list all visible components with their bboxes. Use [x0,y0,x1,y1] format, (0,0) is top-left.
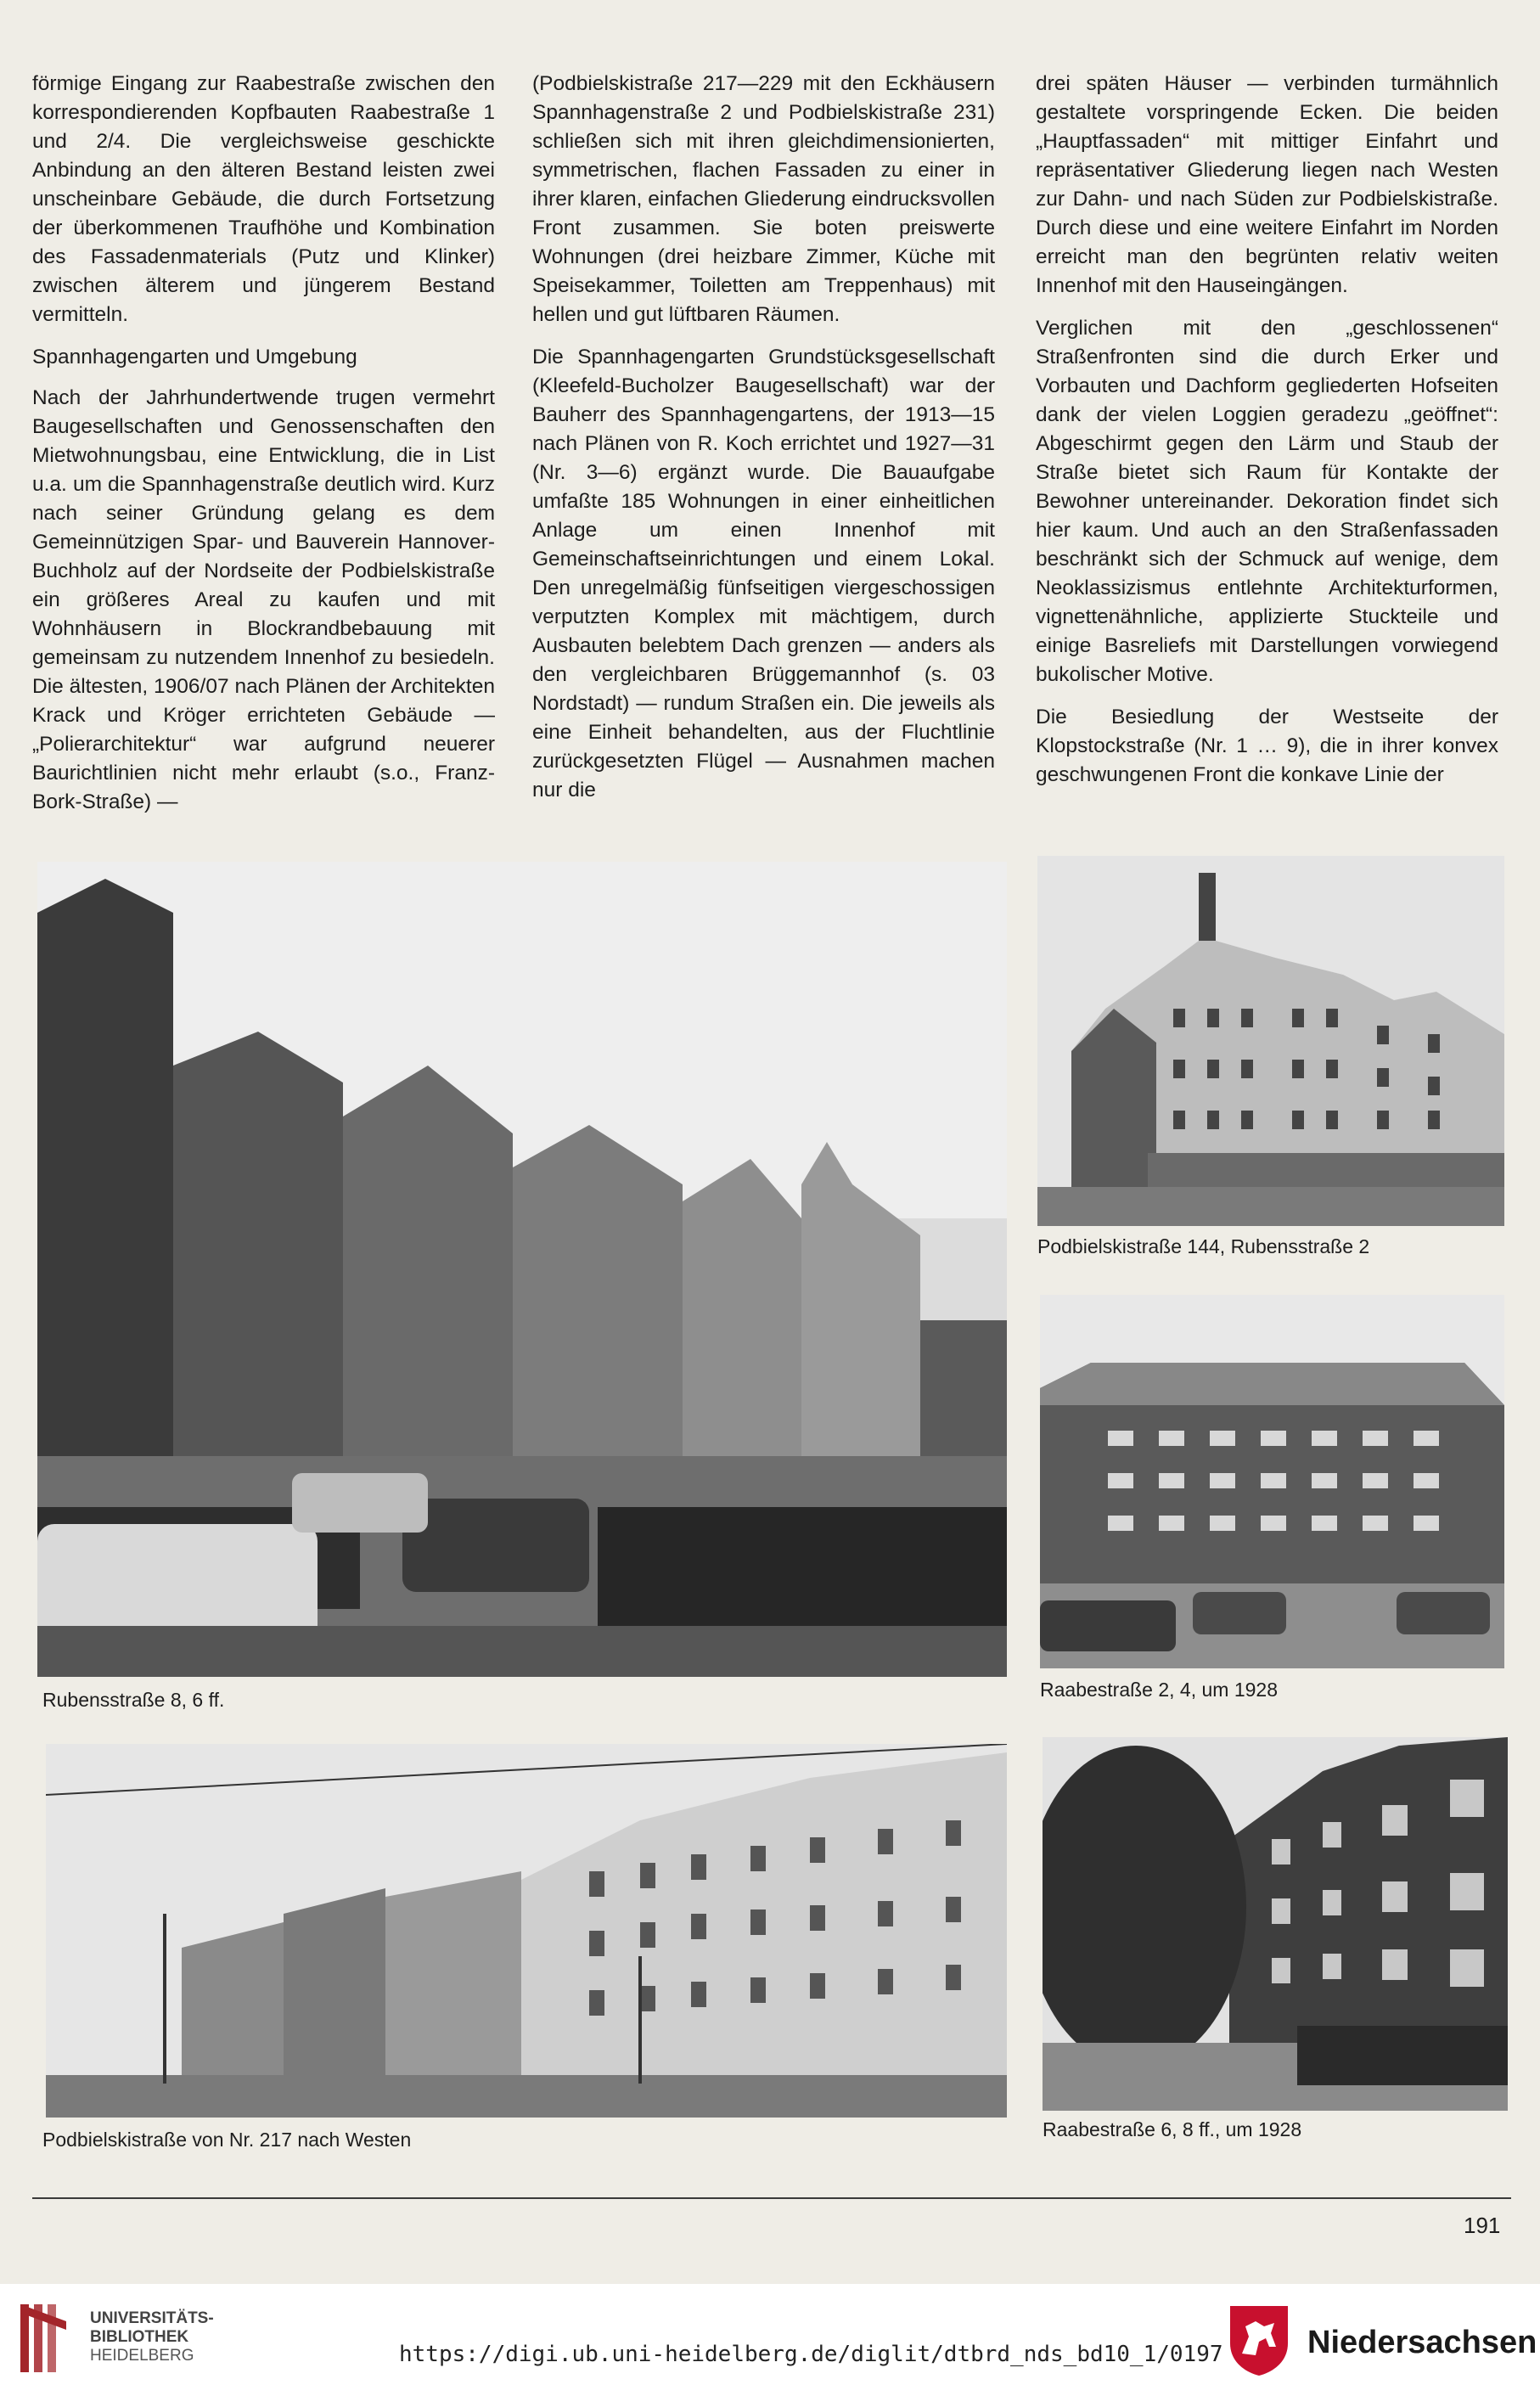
photo-raabestrasse-6-8 [1043,1737,1508,2111]
section-heading: Spannhagengarten und Umgebung [32,346,357,368]
photo-rubensstrasse [37,862,1007,1677]
paragraph: drei späten Häuser — verbinden turmähnlich gestaltete vorspringende Ecken. Die beiden „Hauptfassaden“ mit mittiger Einfahrt und repräsentativer Gliederung liegen nach Westen zur Dahn- und nach Süden zur Podbielskistraße. Durch diese und eine weitere Einfahrt im Norden erreicht man den begrünten relativ weiten Innenhof mit den Hauseingängen. [1036,72,1498,297]
page-number: 191 [1464,2213,1501,2238]
permalink-url[interactable]: https://digi.ub.uni-heidelberg.de/diglit/dtbrd_nds_bd10_1/0197 [399,2342,1223,2367]
photo-podbielskistrasse-144 [1037,856,1504,1226]
paragraph: Nach der Jahrhundertwende trugen vermehrt Baugesellschaften und Genossenschaften den Mietwohnungsbau, eine Entwicklung, die in List u.a. um die Spannhagenstraße deutlich wird. Kurz nach seiner Gründung gelang es dem Gemeinnützigen Spar- und Bauverein Hannover-Buchholz auf der Nordseite der Podbielskistraße ein größeres Areal zu kaufen und mit Wohnhäusern in Blockrandbebauung mit gemeinsam zu nutzendem Innenhof zu besiedeln. Die ältesten, 1906/07 nach Plänen der Architekten Krack und Kröger errichteten Gebäude — „Polierarchitektur“ war aufgrund neuerer Baurichtlinien nicht mehr erlaubt (s.o., Franz-Bork-Straße) — [32,386,495,813]
photo-caption: Rubensstraße 8, 6 ff. [42,1689,225,1711]
photo-caption: Podbielskistraße von Nr. 217 nach Westen [42,2129,412,2151]
footer-rule [32,2197,1511,2199]
paragraph: Die Spannhagengarten Grundstücksgesellschaft (Kleefeld-Bucholzer Baugesellschaft) war der Bauherr des Spannhagengartens, der 1913—15 nach Plänen von R. Koch errichtet und 1927—31 (Nr. 3—6) ergänzt wurde. Die Bauaufgabe umfaßte 185 Wohnungen in einer einheitlichen Anlage um einen Innenhof mit Gemeinschaftseinrichtungen und einem Lokal. Den unregelmäßig fünfseitigen viergeschossigen verputzten Komplex mit mächtigem, durch Ausbauten belebtem Dach grenzen — anders als den vergleichbaren Brüggemannhof (s. 03 Nordstadt) — rundum Straßen ein. Die jeweils als eine Einheit behandelten, aus der Fluchtlinie zurückgesetzten Flügel — Ausnahmen machen nur die [532,346,995,801]
niedersachsen-horse-logo-icon[interactable] [1227,2303,1291,2377]
photo-raabestrasse-2-4 [1040,1295,1504,1668]
text-column-1 [32,70,495,817]
paragraph: Die Besiedlung der Westseite der Klopstockstraße (Nr. 1 … 9), die in ihrer konvex geschwungenen Front die konkave Linie der [1036,706,1498,786]
niedersachsen-wordmark[interactable]: Niedersachsen [1307,2325,1537,2360]
university-library-name[interactable]: UNIVERSITÄTS- BIBLIOTHEK HEIDELBERG [90,2309,214,2365]
text-column-2 [532,70,995,805]
photo-podbielskistrasse-217 [46,1744,1007,2118]
text-column-3 [1036,70,1498,790]
photo-caption: Podbielskistraße 144, Rubensstraße 2 [1037,1235,1370,1257]
photo-caption: Raabestraße 6, 8 ff., um 1928 [1043,2118,1302,2140]
paragraph: (Podbielskistraße 217—229 mit den Eckhäusern Spannhagenstraße 2 und Podbielskistraße 231) schließen sich mit ihren gleichdimensionierten, symmetrischen, flachen Fassaden zu einer in ihrer klaren, einfachen Gliederung eindrucksvollen Front zusammen. Sie boten preiswerte Wohnungen (drei heizbare Zimmer, Küche mit Speisekammer, Toiletten am Treppenhaus) mit hellen und gut lüftbaren Räumen. [532,72,995,326]
photo-caption: Raabestraße 2, 4, um 1928 [1040,1679,1278,1701]
paragraph: Verglichen mit den „geschlossenen“ Straßenfronten sind die durch Erker und Vorbauten und Dachform gegliederten Hofseiten dank der vielen Loggien geradezu „geöffnet“: Abgeschirmt gegen den Lärm und Staub der Straße bietet sich Raum für Kontakte der Bewohner untereinander. Dekoration findet sich hier kaum. Und auch an den Straßenfassaden beschränkt sich der Schmuck auf wenige, dem Neoklassizismus entlehnte Architekturformen, vignettenähnliche, applizierte Stuckteile und einige Basreliefs mit Darstellungen vorwiegend bukolischer Motive. [1036,317,1498,686]
university-library-logo-icon[interactable] [15,2296,75,2381]
paragraph: förmige Eingang zur Raabestraße zwischen den korrespondierenden Kopfbauten Raabestraße 1 und 2/4. Die vergleichsweise geschickte Anbindung an den älteren Bestand leisten zwei unscheinbare Gebäude, die durch Fortsetzung der überkommenen Traufhöhe und Kombination des Fassadenmaterials (Putz und Klinker) zwischen älterem und jüngerem Bestand vermitteln. [32,72,495,326]
